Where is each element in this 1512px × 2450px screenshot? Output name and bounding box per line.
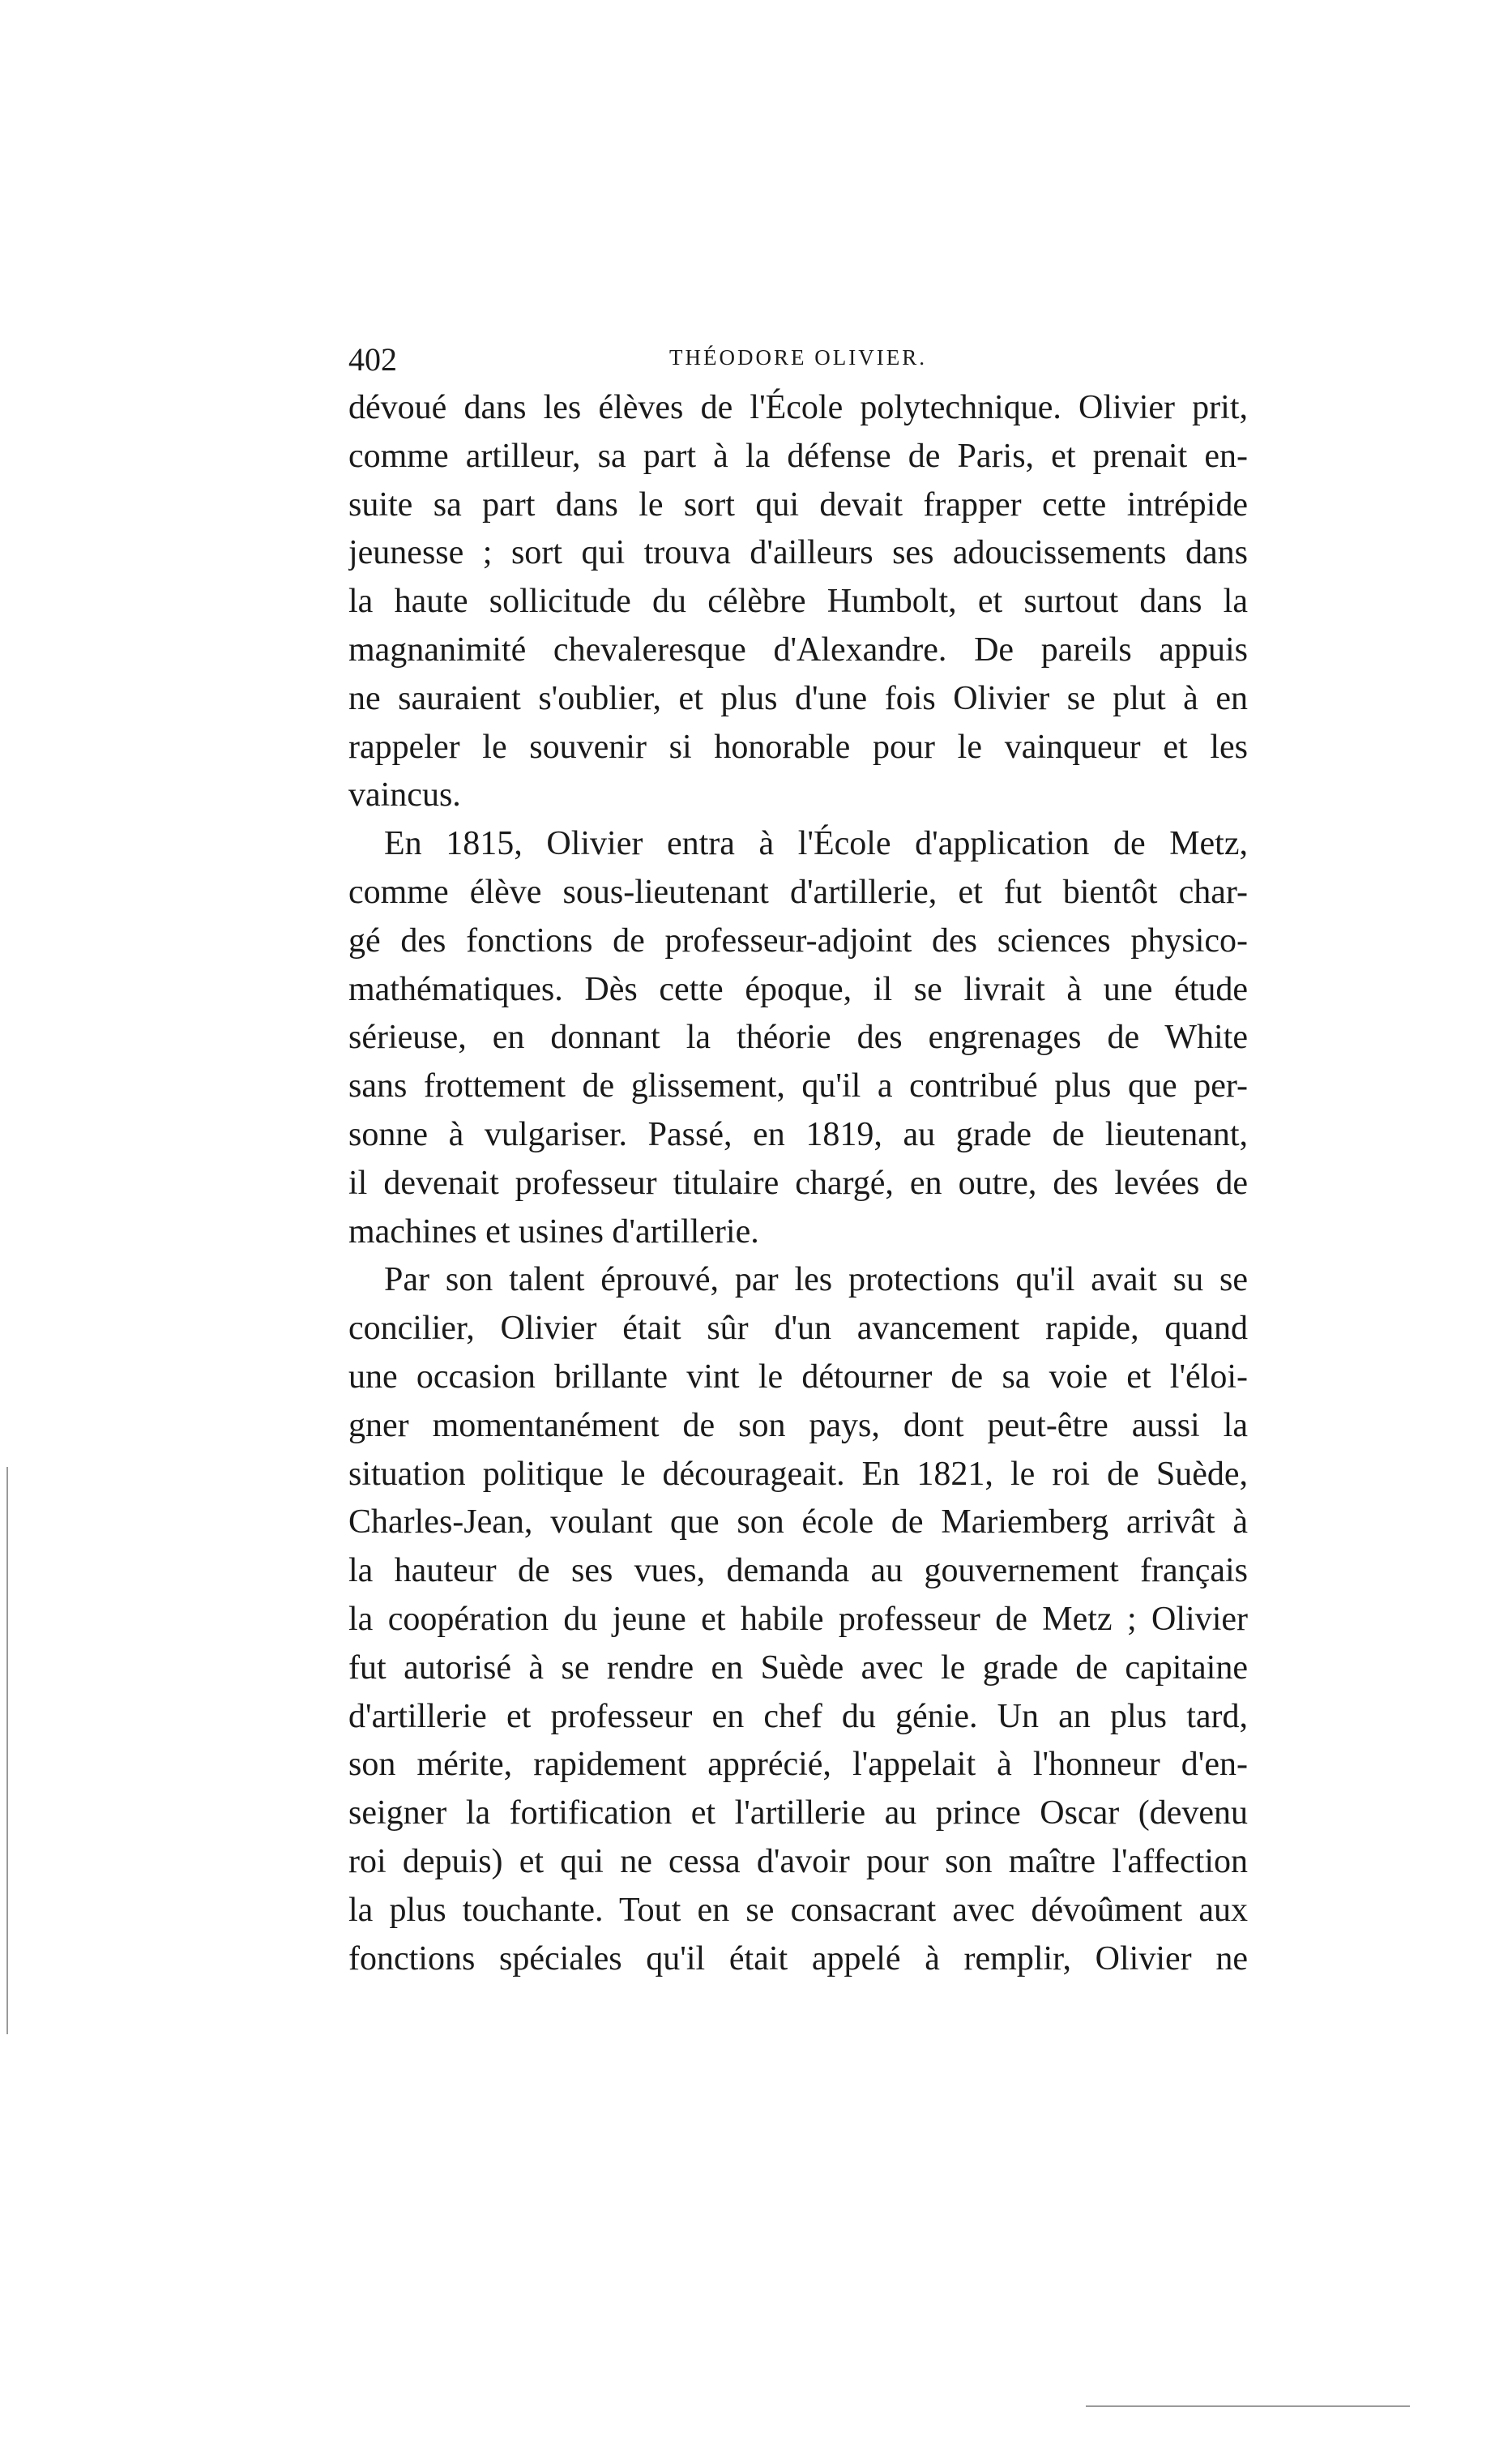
text-line: suite sa part dans le sort qui devait frapper cette intrépide <box>348 485 1248 524</box>
text-line: la hauteur de ses vues, demanda au gouvernement français <box>348 1552 1248 1590</box>
text-line: roi depuis) et qui ne cessa d'avoir pour son maître l'affection <box>348 1842 1248 1880</box>
text-line: jeunesse ; sort qui trouva d'ailleurs ses adoucissements dans <box>348 534 1248 572</box>
text-line: fonctions spéciales qu'il était appelé à remplir, Olivier ne <box>348 1939 1248 1978</box>
text-line: il devenait professeur titulaire chargé, en outre, des levées de <box>348 1164 1248 1202</box>
text-line: vaincus. <box>348 776 461 815</box>
text-line: comme artilleur, sa part à la défense de Paris, et prenait en- <box>348 437 1248 475</box>
running-head: THÉODORE OLIVIER. <box>669 345 927 370</box>
text-line: sans frottement de glissement, qu'il a contribué plus que per- <box>348 1067 1248 1105</box>
text-line: sonne à vulgariser. Passé, en 1819, au grade de lieutenant, <box>348 1115 1248 1153</box>
text-line: fut autorisé à se rendre en Suède avec le grade de capitaine <box>348 1648 1248 1687</box>
text-line: ne sauraient s'oublier, et plus d'une fois Olivier se plut à en <box>348 679 1248 717</box>
text-line: dévoué dans les élèves de l'École polytechnique. Olivier prit, <box>348 389 1248 426</box>
text-line: gé des fonctions de professeur-adjoint des sciences physico- <box>348 921 1248 960</box>
scan-mark <box>1086 2405 1410 2407</box>
text-line: seigner la fortification et l'artillerie au prince Oscar (devenu <box>348 1794 1248 1832</box>
text-line: comme élève sous-lieutenant d'artillerie, et fut bientôt char- <box>348 873 1248 911</box>
text-line: une occasion brillante vint le détourner de sa voie et l'éloi- <box>348 1358 1248 1396</box>
body-text <box>348 384 1248 1983</box>
text-line: son mérite, rapidement apprécié, l'appelait à l'honneur d'en- <box>348 1746 1248 1784</box>
text-line: Charles-Jean, voulant que son école de Mariemberg arrivât à <box>348 1503 1248 1541</box>
text-line: d'artillerie et professeur en chef du génie. Un an plus tard, <box>348 1697 1248 1735</box>
scan-mark <box>6 1467 8 2034</box>
page-number: 402 <box>348 341 397 378</box>
text-line: sérieuse, en donnant la théorie des engrenages de White <box>348 1019 1248 1057</box>
text-line: machines et usines d'artillerie. <box>348 1212 759 1251</box>
text-line: situation politique le décourageait. En 1821, le roi de Suède, <box>348 1455 1248 1493</box>
text-line: la coopération du jeune et habile professeur de Metz ; Olivier <box>348 1600 1248 1638</box>
page-header <box>348 340 1248 381</box>
text-line: gner momentanément de son pays, dont peut-être aussi la <box>348 1406 1248 1444</box>
text-line: mathématiques. Dès cette époque, il se livrait à une étude <box>348 970 1248 1008</box>
text-line: la haute sollicitude du célèbre Humbolt, et surtout dans la <box>348 583 1248 621</box>
text-line: la plus touchante. Tout en se consacrant avec dévoûment aux <box>348 1891 1248 1929</box>
text-line: concilier, Olivier était sûr d'un avancement rapide, quand <box>348 1310 1248 1348</box>
text-line: rappeler le souvenir si honorable pour le vainqueur et les <box>348 728 1248 766</box>
text-line: En 1815, Olivier entra à l'École d'application de Metz, <box>384 825 1248 863</box>
text-line: Par son talent éprouvé, par les protections qu'il avait su se <box>384 1261 1248 1299</box>
text-line: magnanimité chevaleresque d'Alexandre. De pareils appuis <box>348 631 1248 669</box>
